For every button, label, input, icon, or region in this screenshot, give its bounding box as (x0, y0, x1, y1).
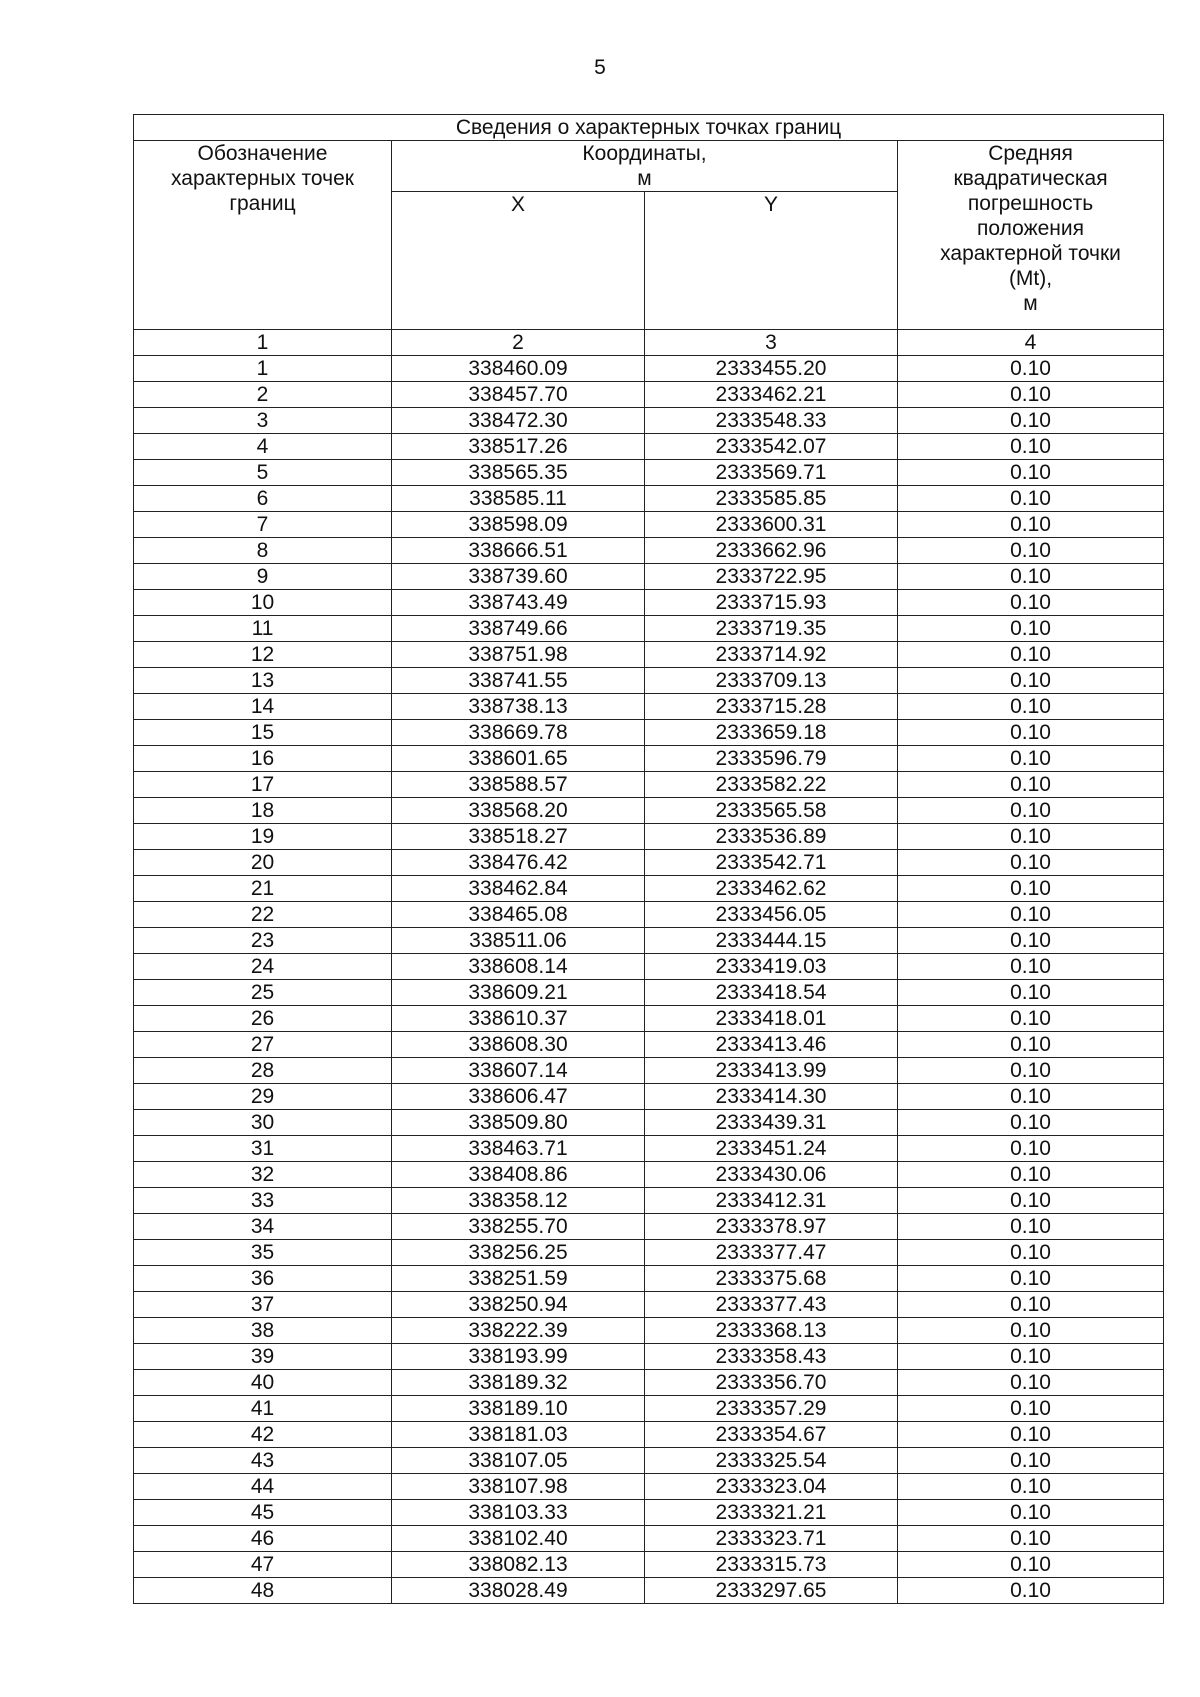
y-coordinate-cell: 2333582.22 (645, 772, 898, 798)
table-row (134, 1136, 1164, 1162)
x-coordinate-cell: 338749.66 (392, 616, 645, 642)
table-row (134, 1448, 1164, 1474)
x-coordinate-cell: 338465.08 (392, 902, 645, 928)
table-row (134, 1032, 1164, 1058)
y-coordinate-cell: 2333462.21 (645, 382, 898, 408)
table-row (134, 1396, 1164, 1422)
error-cell: 0.10 (898, 616, 1164, 642)
table-row (134, 1526, 1164, 1552)
error-cell: 0.10 (898, 746, 1164, 772)
error-cell: 0.10 (898, 1240, 1164, 1266)
y-coordinate-cell: 2333715.93 (645, 590, 898, 616)
y-coordinate-cell: 2333377.47 (645, 1240, 898, 1266)
error-cell: 0.10 (898, 1344, 1164, 1370)
y-coordinate-cell: 2333662.96 (645, 538, 898, 564)
header-point-designation: Обозначение характерных точек границ (134, 141, 392, 330)
y-coordinate-cell: 2333377.43 (645, 1292, 898, 1318)
x-coordinate-cell: 338607.14 (392, 1058, 645, 1084)
y-coordinate-cell: 2333444.15 (645, 928, 898, 954)
y-coordinate-cell: 2333413.46 (645, 1032, 898, 1058)
point-id-cell: 29 (134, 1084, 392, 1110)
y-coordinate-cell: 2333542.71 (645, 850, 898, 876)
error-cell: 0.10 (898, 356, 1164, 382)
point-id-cell: 8 (134, 538, 392, 564)
point-id-cell: 12 (134, 642, 392, 668)
y-coordinate-cell: 2333323.04 (645, 1474, 898, 1500)
table-row (134, 1214, 1164, 1240)
point-id-cell: 3 (134, 408, 392, 434)
table-row (134, 928, 1164, 954)
x-coordinate-cell: 338082.13 (392, 1552, 645, 1578)
x-coordinate-cell: 338107.98 (392, 1474, 645, 1500)
error-cell: 0.10 (898, 460, 1164, 486)
y-coordinate-cell: 2333357.29 (645, 1396, 898, 1422)
point-id-cell: 18 (134, 798, 392, 824)
boundary-points-table (133, 114, 1164, 1604)
x-coordinate-cell: 338743.49 (392, 590, 645, 616)
point-id-cell: 40 (134, 1370, 392, 1396)
error-cell: 0.10 (898, 538, 1164, 564)
x-coordinate-cell: 338189.32 (392, 1370, 645, 1396)
error-cell: 0.10 (898, 382, 1164, 408)
y-coordinate-cell: 2333455.20 (645, 356, 898, 382)
table-row (134, 980, 1164, 1006)
table-row (134, 1006, 1164, 1032)
y-coordinate-cell: 2333722.95 (645, 564, 898, 590)
table-row (134, 1344, 1164, 1370)
y-coordinate-cell: 2333297.65 (645, 1578, 898, 1604)
point-id-cell: 16 (134, 746, 392, 772)
error-cell: 0.10 (898, 1032, 1164, 1058)
y-coordinate-cell: 2333714.92 (645, 642, 898, 668)
x-coordinate-cell: 338256.25 (392, 1240, 645, 1266)
point-id-cell: 6 (134, 486, 392, 512)
table-row (134, 668, 1164, 694)
table-row (134, 434, 1164, 460)
x-coordinate-cell: 338739.60 (392, 564, 645, 590)
y-coordinate-cell: 2333358.43 (645, 1344, 898, 1370)
point-id-cell: 7 (134, 512, 392, 538)
table-row (134, 590, 1164, 616)
x-coordinate-cell: 338565.35 (392, 460, 645, 486)
x-coordinate-cell: 338255.70 (392, 1214, 645, 1240)
table-row (134, 1188, 1164, 1214)
table-row (134, 1370, 1164, 1396)
y-coordinate-cell: 2333569.71 (645, 460, 898, 486)
error-cell: 0.10 (898, 1292, 1164, 1318)
header-y: Y (645, 192, 898, 330)
error-cell: 0.10 (898, 850, 1164, 876)
point-id-cell: 22 (134, 902, 392, 928)
point-id-cell: 47 (134, 1552, 392, 1578)
point-id-cell: 32 (134, 1162, 392, 1188)
x-coordinate-cell: 338462.84 (392, 876, 645, 902)
error-cell: 0.10 (898, 876, 1164, 902)
x-coordinate-cell: 338568.20 (392, 798, 645, 824)
x-coordinate-cell: 338598.09 (392, 512, 645, 538)
point-id-cell: 44 (134, 1474, 392, 1500)
x-coordinate-cell: 338741.55 (392, 668, 645, 694)
y-coordinate-cell: 2333659.18 (645, 720, 898, 746)
error-cell: 0.10 (898, 1214, 1164, 1240)
point-id-cell: 43 (134, 1448, 392, 1474)
x-coordinate-cell: 338518.27 (392, 824, 645, 850)
x-coordinate-cell: 338608.14 (392, 954, 645, 980)
y-coordinate-cell: 2333709.13 (645, 668, 898, 694)
point-id-cell: 46 (134, 1526, 392, 1552)
error-cell: 0.10 (898, 1500, 1164, 1526)
error-cell: 0.10 (898, 668, 1164, 694)
y-coordinate-cell: 2333412.31 (645, 1188, 898, 1214)
table-row (134, 1292, 1164, 1318)
x-coordinate-cell: 338457.70 (392, 382, 645, 408)
error-cell: 0.10 (898, 1058, 1164, 1084)
point-id-cell: 23 (134, 928, 392, 954)
x-coordinate-cell: 338460.09 (392, 356, 645, 382)
table-row (134, 1084, 1164, 1110)
x-coordinate-cell: 338666.51 (392, 538, 645, 564)
point-id-cell: 13 (134, 668, 392, 694)
x-coordinate-cell: 338028.49 (392, 1578, 645, 1604)
point-id-cell: 31 (134, 1136, 392, 1162)
point-id-cell: 38 (134, 1318, 392, 1344)
x-coordinate-cell: 338222.39 (392, 1318, 645, 1344)
x-coordinate-cell: 338408.86 (392, 1162, 645, 1188)
table-row (134, 1058, 1164, 1084)
column-number-2: 2 (392, 330, 645, 356)
error-cell: 0.10 (898, 980, 1164, 1006)
error-cell: 0.10 (898, 1110, 1164, 1136)
error-cell: 0.10 (898, 954, 1164, 980)
point-id-cell: 21 (134, 876, 392, 902)
y-coordinate-cell: 2333542.07 (645, 434, 898, 460)
error-cell: 0.10 (898, 408, 1164, 434)
error-cell: 0.10 (898, 1318, 1164, 1344)
table-body (134, 356, 1164, 1604)
table-row (134, 1422, 1164, 1448)
table-row (134, 642, 1164, 668)
y-coordinate-cell: 2333356.70 (645, 1370, 898, 1396)
error-cell: 0.10 (898, 434, 1164, 460)
table-row (134, 1318, 1164, 1344)
error-cell: 0.10 (898, 1526, 1164, 1552)
table-row (134, 1474, 1164, 1500)
x-coordinate-cell: 338472.30 (392, 408, 645, 434)
table-row (134, 1552, 1164, 1578)
point-id-cell: 35 (134, 1240, 392, 1266)
point-id-cell: 42 (134, 1422, 392, 1448)
x-coordinate-cell: 338669.78 (392, 720, 645, 746)
y-coordinate-cell: 2333536.89 (645, 824, 898, 850)
column-number-4: 4 (898, 330, 1164, 356)
table-row (134, 538, 1164, 564)
column-number-3: 3 (645, 330, 898, 356)
table-row (134, 954, 1164, 980)
table-row (134, 382, 1164, 408)
table-row (134, 512, 1164, 538)
table-row (134, 902, 1164, 928)
x-coordinate-cell: 338608.30 (392, 1032, 645, 1058)
table-row (134, 850, 1164, 876)
point-id-cell: 45 (134, 1500, 392, 1526)
x-coordinate-cell: 338107.05 (392, 1448, 645, 1474)
table-row (134, 356, 1164, 382)
table-row (134, 772, 1164, 798)
table-row (134, 408, 1164, 434)
x-coordinate-cell: 338358.12 (392, 1188, 645, 1214)
point-id-cell: 17 (134, 772, 392, 798)
y-coordinate-cell: 2333378.97 (645, 1214, 898, 1240)
y-coordinate-cell: 2333375.68 (645, 1266, 898, 1292)
x-coordinate-cell: 338517.26 (392, 434, 645, 460)
x-coordinate-cell: 338606.47 (392, 1084, 645, 1110)
table-row (134, 694, 1164, 720)
table-row (134, 798, 1164, 824)
error-cell: 0.10 (898, 772, 1164, 798)
point-id-cell: 37 (134, 1292, 392, 1318)
point-id-cell: 1 (134, 356, 392, 382)
error-cell: 0.10 (898, 1188, 1164, 1214)
point-id-cell: 11 (134, 616, 392, 642)
error-cell: 0.10 (898, 1474, 1164, 1500)
error-cell: 0.10 (898, 512, 1164, 538)
error-cell: 0.10 (898, 694, 1164, 720)
y-coordinate-cell: 2333414.30 (645, 1084, 898, 1110)
y-coordinate-cell: 2333719.35 (645, 616, 898, 642)
error-cell: 0.10 (898, 1448, 1164, 1474)
error-cell: 0.10 (898, 564, 1164, 590)
point-id-cell: 39 (134, 1344, 392, 1370)
x-coordinate-cell: 338601.65 (392, 746, 645, 772)
y-coordinate-cell: 2333413.99 (645, 1058, 898, 1084)
error-cell: 0.10 (898, 902, 1164, 928)
header-x: X (392, 192, 645, 330)
point-id-cell: 36 (134, 1266, 392, 1292)
y-coordinate-cell: 2333456.05 (645, 902, 898, 928)
error-cell: 0.10 (898, 798, 1164, 824)
table-row (134, 486, 1164, 512)
point-id-cell: 15 (134, 720, 392, 746)
error-cell: 0.10 (898, 1552, 1164, 1578)
header-error: Средняя квадратическая погрешность положения характерной точки (Mt), м (898, 141, 1164, 330)
point-id-cell: 20 (134, 850, 392, 876)
error-cell: 0.10 (898, 642, 1164, 668)
y-coordinate-cell: 2333418.01 (645, 1006, 898, 1032)
x-coordinate-cell: 338251.59 (392, 1266, 645, 1292)
header-coordinates: Координаты, м (392, 141, 898, 192)
point-id-cell: 9 (134, 564, 392, 590)
point-id-cell: 34 (134, 1214, 392, 1240)
point-id-cell: 14 (134, 694, 392, 720)
x-coordinate-cell: 338189.10 (392, 1396, 645, 1422)
y-coordinate-cell: 2333430.06 (645, 1162, 898, 1188)
table-row (134, 1266, 1164, 1292)
y-coordinate-cell: 2333418.54 (645, 980, 898, 1006)
table-row (134, 1500, 1164, 1526)
y-coordinate-cell: 2333715.28 (645, 694, 898, 720)
y-coordinate-cell: 2333354.67 (645, 1422, 898, 1448)
point-id-cell: 24 (134, 954, 392, 980)
point-id-cell: 27 (134, 1032, 392, 1058)
x-coordinate-cell: 338463.71 (392, 1136, 645, 1162)
x-coordinate-cell: 338103.33 (392, 1500, 645, 1526)
point-id-cell: 4 (134, 434, 392, 460)
page-number: 5 (594, 56, 606, 79)
table-row (134, 460, 1164, 486)
x-coordinate-cell: 338181.03 (392, 1422, 645, 1448)
error-cell: 0.10 (898, 1084, 1164, 1110)
column-number-1: 1 (134, 330, 392, 356)
error-cell: 0.10 (898, 1266, 1164, 1292)
x-coordinate-cell: 338511.06 (392, 928, 645, 954)
y-coordinate-cell: 2333439.31 (645, 1110, 898, 1136)
point-id-cell: 5 (134, 460, 392, 486)
point-id-cell: 41 (134, 1396, 392, 1422)
point-id-cell: 33 (134, 1188, 392, 1214)
error-cell: 0.10 (898, 1422, 1164, 1448)
table-row (134, 1162, 1164, 1188)
point-id-cell: 30 (134, 1110, 392, 1136)
point-id-cell: 48 (134, 1578, 392, 1604)
table-row (134, 1578, 1164, 1604)
point-id-cell: 26 (134, 1006, 392, 1032)
x-coordinate-cell: 338751.98 (392, 642, 645, 668)
y-coordinate-cell: 2333462.62 (645, 876, 898, 902)
error-cell: 0.10 (898, 928, 1164, 954)
x-coordinate-cell: 338250.94 (392, 1292, 645, 1318)
table-caption: Сведения о характерных точках границ (134, 115, 1164, 141)
table-row (134, 876, 1164, 902)
x-coordinate-cell: 338585.11 (392, 486, 645, 512)
y-coordinate-cell: 2333321.21 (645, 1500, 898, 1526)
point-id-cell: 10 (134, 590, 392, 616)
error-cell: 0.10 (898, 590, 1164, 616)
table-row (134, 616, 1164, 642)
y-coordinate-cell: 2333565.58 (645, 798, 898, 824)
point-id-cell: 19 (134, 824, 392, 850)
y-coordinate-cell: 2333325.54 (645, 1448, 898, 1474)
table-row (134, 1110, 1164, 1136)
y-coordinate-cell: 2333600.31 (645, 512, 898, 538)
point-id-cell: 2 (134, 382, 392, 408)
y-coordinate-cell: 2333585.85 (645, 486, 898, 512)
point-id-cell: 25 (134, 980, 392, 1006)
y-coordinate-cell: 2333368.13 (645, 1318, 898, 1344)
y-coordinate-cell: 2333323.71 (645, 1526, 898, 1552)
x-coordinate-cell: 338193.99 (392, 1344, 645, 1370)
error-cell: 0.10 (898, 1370, 1164, 1396)
error-cell: 0.10 (898, 824, 1164, 850)
y-coordinate-cell: 2333548.33 (645, 408, 898, 434)
error-cell: 0.10 (898, 486, 1164, 512)
x-coordinate-cell: 338102.40 (392, 1526, 645, 1552)
x-coordinate-cell: 338476.42 (392, 850, 645, 876)
x-coordinate-cell: 338509.80 (392, 1110, 645, 1136)
error-cell: 0.10 (898, 1396, 1164, 1422)
x-coordinate-cell: 338588.57 (392, 772, 645, 798)
y-coordinate-cell: 2333419.03 (645, 954, 898, 980)
table-row (134, 824, 1164, 850)
x-coordinate-cell: 338610.37 (392, 1006, 645, 1032)
point-id-cell: 28 (134, 1058, 392, 1084)
error-cell: 0.10 (898, 1162, 1164, 1188)
x-coordinate-cell: 338609.21 (392, 980, 645, 1006)
y-coordinate-cell: 2333596.79 (645, 746, 898, 772)
y-coordinate-cell: 2333451.24 (645, 1136, 898, 1162)
y-coordinate-cell: 2333315.73 (645, 1552, 898, 1578)
table-row (134, 564, 1164, 590)
x-coordinate-cell: 338738.13 (392, 694, 645, 720)
table-row (134, 1240, 1164, 1266)
table-row (134, 720, 1164, 746)
error-cell: 0.10 (898, 1006, 1164, 1032)
table-row (134, 746, 1164, 772)
error-cell: 0.10 (898, 1136, 1164, 1162)
error-cell: 0.10 (898, 720, 1164, 746)
error-cell: 0.10 (898, 1578, 1164, 1604)
